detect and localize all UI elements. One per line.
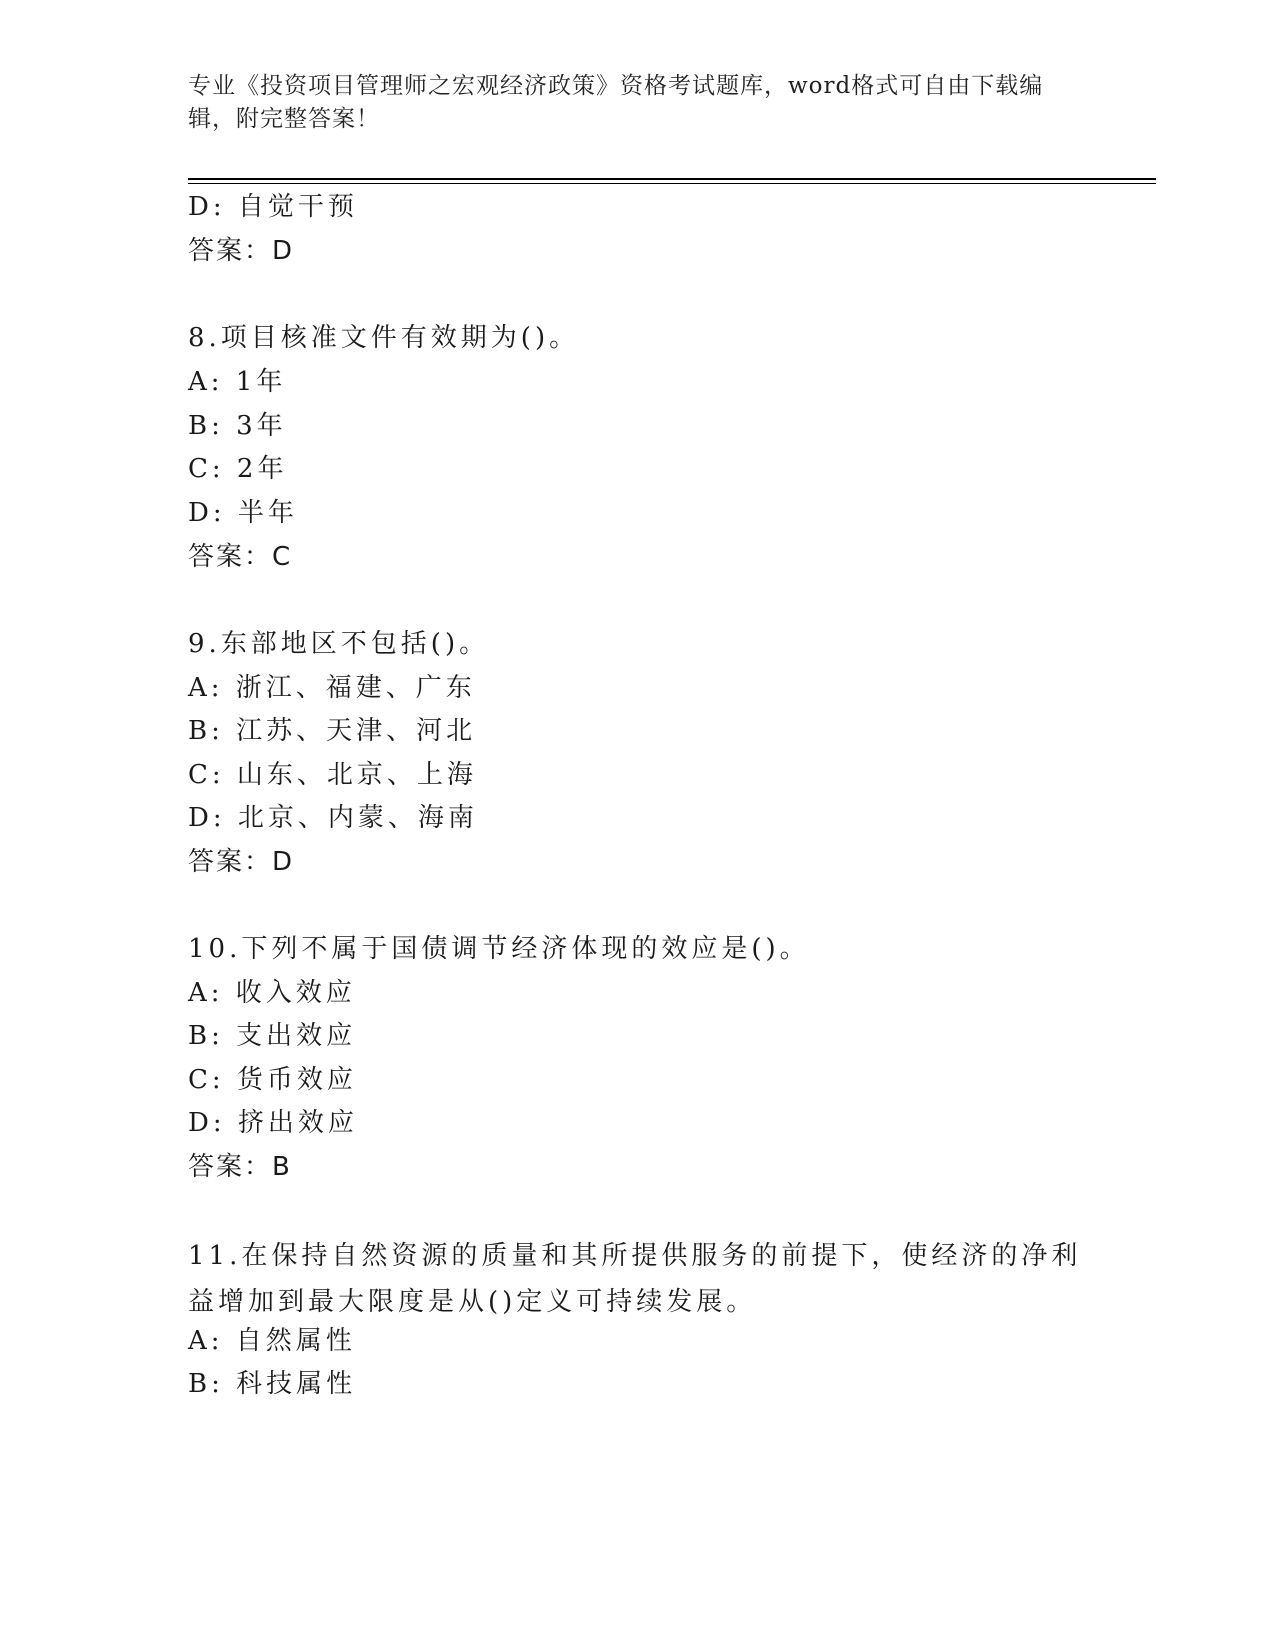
- prev-question-answer: 答案：D: [188, 236, 295, 266]
- question-8-option-c: C: 2年: [188, 454, 288, 484]
- question-9-option-c: C: 山东、北京、上海: [188, 760, 477, 790]
- question-9-stem: 9.东部地区不包括()。: [188, 629, 490, 659]
- question-10-option-c: C: 货币效应: [188, 1065, 357, 1095]
- question-9-option-b: B: 江苏、天津、河北: [188, 716, 477, 746]
- question-11-option-a: A: 自然属性: [188, 1326, 356, 1356]
- question-8-answer: 答案：C: [188, 542, 293, 572]
- question-9-answer: 答案：D: [188, 847, 295, 877]
- question-8-option-a: A: 1年: [188, 367, 287, 397]
- header-rule-thin: [188, 183, 1156, 184]
- question-8-option-b: B: 3年: [188, 411, 287, 441]
- question-8-stem: 8.项目核准文件有效期为()。: [188, 323, 580, 353]
- question-10-option-a: A: 收入效应: [188, 978, 356, 1008]
- question-8-option-d: D: 半年: [188, 498, 298, 528]
- question-10-option-d: D: 挤出效应: [188, 1108, 358, 1138]
- question-10-answer: 答案：B: [188, 1152, 292, 1182]
- question-10-option-b: B: 支出效应: [188, 1021, 357, 1051]
- prev-question-option-d: D: 自觉干预: [188, 192, 358, 222]
- question-11-option-b: B: 科技属性: [188, 1369, 357, 1399]
- page-header: 专业《投资项目管理师之宏观经济政策》资格考试题库，word格式可自由下载编辑，附完整答案！: [188, 73, 1044, 132]
- question-9-option-a: A: 浙江、福建、广东: [188, 673, 476, 703]
- header-rule-thick: [188, 178, 1156, 180]
- question-9-option-d: D: 北京、内蒙、海南: [188, 803, 478, 833]
- question-11-stem: 11.在保持自然资源的质量和其所提供服务的前提下，使经济的净利益增加到最大限度是从()定义可持续发展。: [188, 1241, 1082, 1317]
- question-10-stem: 10.下列不属于国债调节经济体现的效应是()。: [188, 934, 810, 964]
